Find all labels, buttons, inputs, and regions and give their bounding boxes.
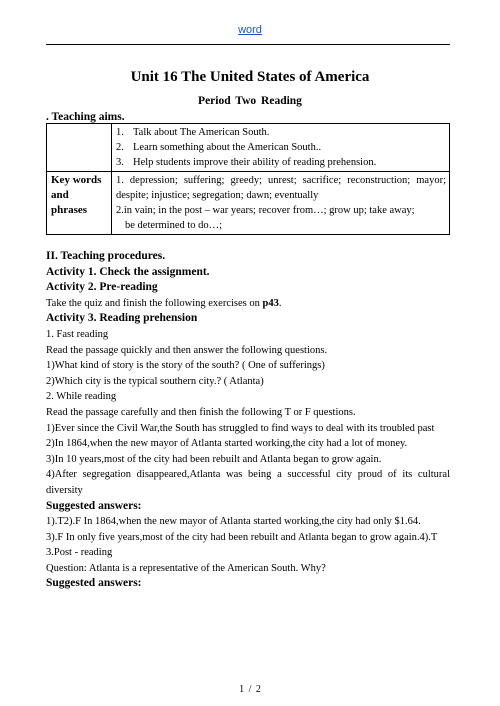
activity-1-heading: Activity 1. Check the assignment.	[46, 265, 210, 278]
activity-3-heading: Activity 3. Reading prehension	[46, 312, 198, 325]
keywords-label-cell	[47, 172, 112, 235]
activity-2-heading: Activity 2. Pre-reading	[46, 281, 158, 294]
aim-number: 2.	[116, 142, 124, 153]
prereading-text: Take the quiz and finish the following exercises on	[46, 297, 263, 309]
fast-reading-heading: 1. Fast reading	[46, 328, 109, 340]
tf-item-3: 3)In 10 years,most of the city had been rebuilt and Atlanta began to grow again.	[46, 453, 382, 465]
aim-number: 3.	[116, 157, 124, 168]
phrases-line: 2.in vain; in the post – war years; recover from…; grow up; take away;	[116, 205, 415, 216]
teaching-aims-heading: . Teaching aims.	[46, 111, 125, 123]
question-2: 2)Which city is the typical southern city.? ( Atlanta)	[46, 375, 264, 387]
header-word-link[interactable]: word	[238, 24, 262, 36]
aims-row	[47, 124, 450, 172]
aim-number: 1.	[116, 127, 124, 138]
teaching-aims-table	[46, 123, 450, 235]
keywords-label: Key words	[51, 174, 102, 186]
tf-item-2: 2)In 1864,when the new mayor of Atlanta started working,the city had a lot of money.	[46, 438, 408, 450]
aim-item	[116, 125, 446, 140]
while-reading-instruction: Read the passage carefully and then finish the following T or F questions.	[46, 406, 356, 418]
prereading-page-ref: p43	[262, 297, 279, 309]
aim-item	[116, 140, 446, 155]
keywords-label: and	[51, 189, 69, 201]
aims-list-cell	[112, 124, 450, 172]
procedures-heading: II. Teaching procedures.	[46, 250, 166, 262]
suggested-answers-heading: Suggested answers:	[46, 499, 142, 512]
question-1: 1)What kind of story is the story of the south? ( One of sufferings)	[46, 360, 325, 372]
answer-line-1: 1).T2).F In 1864,when the new mayor of Atlanta started working,the city had only $1.64.	[46, 516, 421, 528]
page-title: Unit 16 The United States of America	[130, 69, 370, 85]
keywords-row	[47, 172, 450, 235]
suggested-answers-heading-2: Suggested answers:	[46, 577, 142, 590]
procedures-body	[46, 249, 450, 592]
aim-text: Help students improve their ability of reading prehension.	[133, 157, 377, 168]
post-reading-heading: 3.Post - reading	[46, 547, 113, 559]
phrases-line-cont: be determined to do…;	[125, 220, 223, 231]
prereading-end: .	[278, 297, 282, 309]
keywords-line: 1. depression; suffering; greedy; unrest; sacrifice; reconstruction; mayor; despite; injustice; segregation; dawn; eventually	[116, 175, 446, 201]
aim-text: Learn something about the American South..	[133, 142, 322, 153]
keywords-cell	[112, 172, 450, 235]
fast-reading-instruction: Read the passage quickly and then answer the following questions.	[46, 344, 328, 356]
keywords-label: phrases	[51, 204, 88, 216]
page-number: 1 / 2	[239, 684, 261, 695]
tf-item-4: 4)After segregation disappeared,Atlanta was being a successful city proud of its cultural diversity	[46, 469, 450, 496]
post-reading-question: Question: Atlanta is a representative of the American South. Why?	[46, 562, 326, 574]
aim-item	[116, 155, 446, 170]
aim-text: Talk about The American South.	[133, 127, 270, 138]
while-reading-heading: 2. While reading	[46, 391, 117, 403]
prereading-instruction	[46, 296, 450, 312]
page-subtitle: Period Two Reading	[198, 95, 302, 107]
tf-item-1: 1)Ever since the Civil War,the South has struggled to find ways to deal with its troubled past	[46, 422, 435, 434]
header-rule	[46, 44, 450, 45]
aims-label-cell	[47, 124, 112, 172]
answer-line-2: 3).F In only five years,most of the city had been rebuilt and Atlanta began to grow again.4).T	[46, 531, 438, 543]
